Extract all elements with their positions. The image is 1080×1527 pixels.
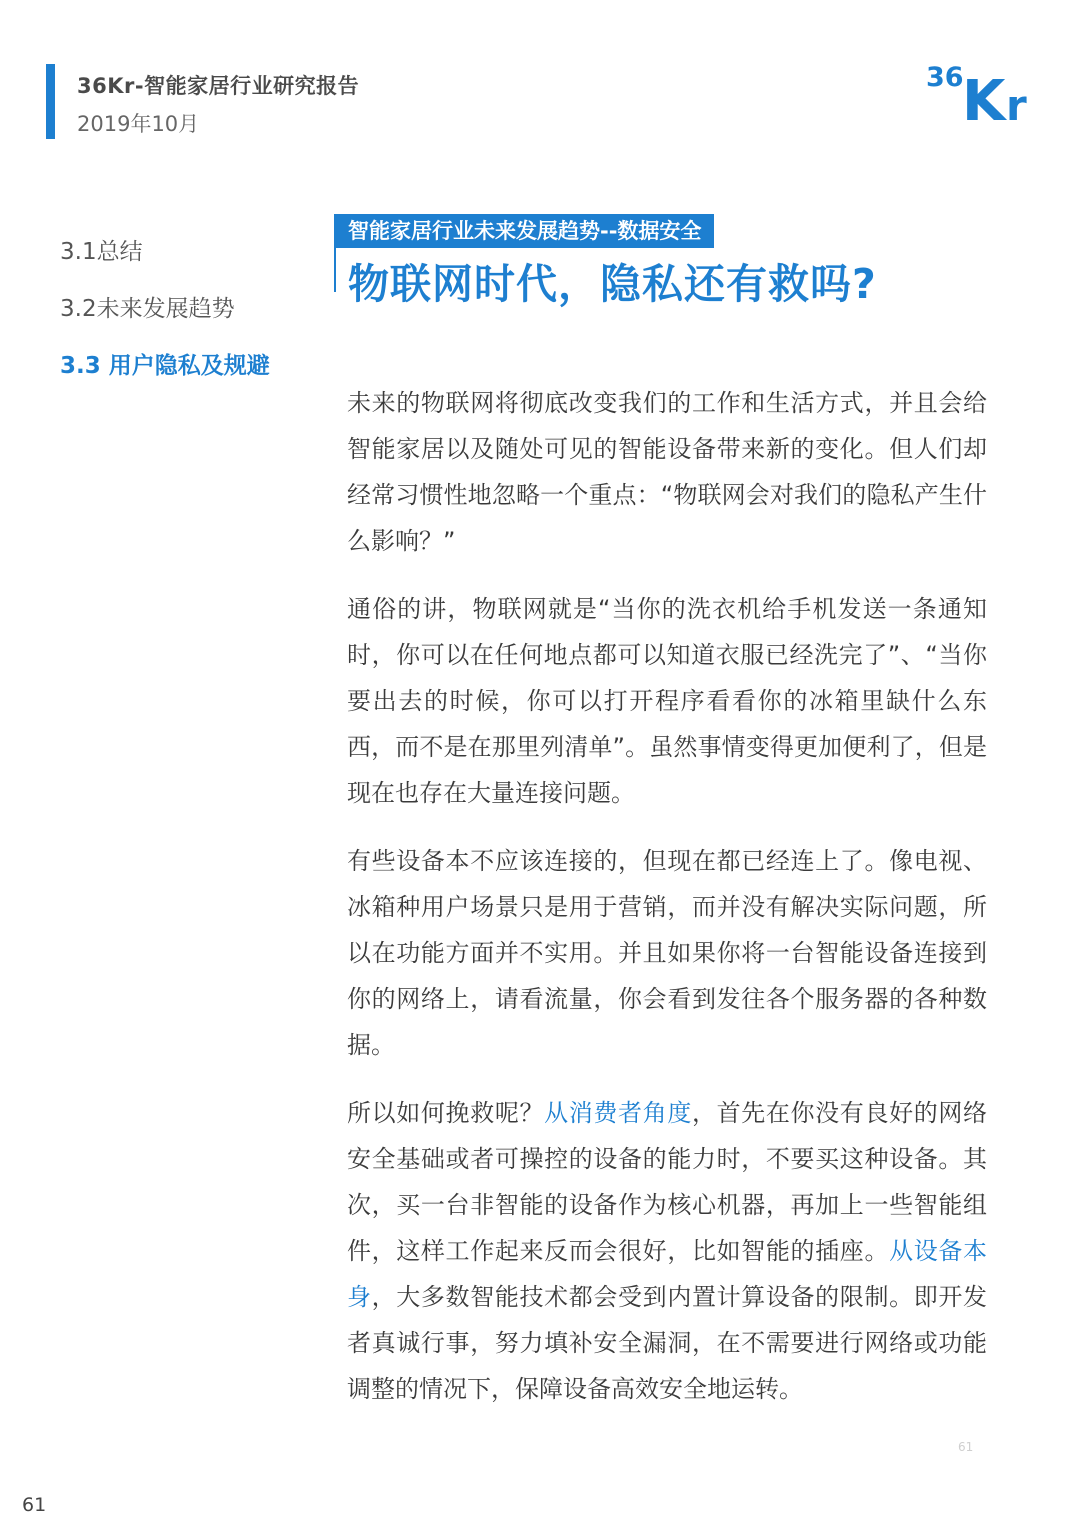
svg-text:r: r [1006, 81, 1027, 126]
table-of-contents [60, 234, 270, 405]
report-title: 36Kr-智能家居行业研究报告 [77, 74, 360, 98]
paragraph-1 [347, 380, 987, 564]
toc-item-user-privacy[interactable]: 3.3 用户隐私及规避 [60, 353, 270, 379]
toc-item-summary[interactable]: 3.1总结 [60, 239, 143, 265]
toc-item-future-trends[interactable]: 3.2未来发展趋势 [60, 296, 235, 322]
paragraph-4 [347, 1090, 987, 1412]
paragraph-3-text: 有些设备本不应该连接的，但现在都已经连上了。像电视、冰箱种用户场景只是用于营销，而并没有解决实际问题，所以在功能方面并不实用。并且如果你将一台智能设备连接到你的网络上，请看流量，你会看到发往各个服务器的各种数据。 [347, 847, 987, 1059]
paragraph-3 [347, 838, 987, 1068]
svg-text:K: K [962, 69, 1006, 126]
section-tag: 智能家居行业未来发展趋势--数据安全 [336, 214, 714, 248]
highlight-device-perspective: 从设备本身 [347, 1237, 988, 1311]
36kr-logo [926, 58, 1040, 126]
header-accent-bar [46, 64, 55, 139]
paragraph-2 [347, 586, 987, 816]
inner-page-number: 61 [958, 1440, 974, 1454]
report-date: 2019年10月 [77, 112, 200, 136]
paragraph-2-text: 通俗的讲，物联网就是“当你的洗衣机给手机发送一条通知时，你可以在任何地点都可以知道衣服已经洗完了”、“当你要出去的时候，你可以打开程序看看你的冰箱里缺什么东西，而不是在那里列清单”。虽然事情变得更加便利了，但是现在也存在大量连接问题。 [347, 595, 987, 807]
article-body [347, 380, 987, 1434]
paragraph-4-text-b: ，首先在你没有良好的网络安全基础或者可操控的设备的能力时，不要买这种设备。其次，买一台非智能的设备作为核心机器，再加上一些智能组件，这样工作起来反而会很好，比如智能的插座。 [347, 1099, 988, 1265]
paragraph-1-text: 未来的物联网将彻底改变我们的工作和生活方式，并且会给智能家居以及随处可见的智能设备带来新的变化。但人们却经常习惯性地忽略一个重点：“物联网会对我们的隐私产生什么影响？” [347, 389, 987, 555]
svg-text:36: 36 [926, 62, 964, 93]
page-number: 61 [22, 1494, 47, 1516]
paragraph-4-text-c: ，大多数智能技术都会受到内置计算设备的限制。即开发者真诚行事，努力填补安全漏洞，在不需要进行网络或功能调整的情况下，保障设备高效安全地运转。 [347, 1283, 987, 1403]
paragraph-4-text-a: 所以如何挽救呢？ [347, 1099, 545, 1127]
highlight-consumer-perspective: 从消费者角度 [544, 1099, 692, 1127]
page-headline: 物联网时代，隐私还有救吗? [348, 260, 877, 308]
